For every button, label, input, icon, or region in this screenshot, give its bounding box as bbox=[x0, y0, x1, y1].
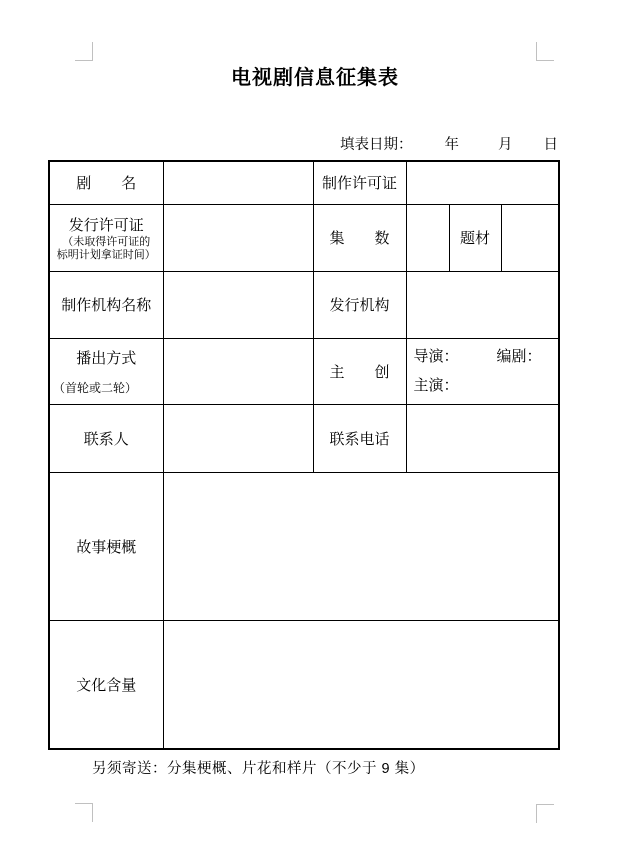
episode-count-label-cell: 集 数 bbox=[313, 204, 406, 271]
crop-mark-bottom-left-icon bbox=[75, 803, 93, 822]
contact-person-label-cell: 联系人 bbox=[49, 404, 163, 472]
cultural-content-input-cell[interactable] bbox=[163, 620, 559, 749]
crop-mark-top-left-icon bbox=[75, 42, 93, 61]
production-license-label-cell: 制作许可证 bbox=[313, 161, 406, 204]
main-creators-input-cell[interactable] bbox=[406, 338, 559, 404]
episode-count-input-cell[interactable] bbox=[406, 204, 449, 271]
lead-actor-label: 主演： bbox=[413, 377, 459, 394]
day-label: 日 bbox=[543, 137, 558, 153]
director-label: 导演： bbox=[413, 348, 459, 365]
production-company-label-cell: 制作机构名称 bbox=[49, 271, 163, 338]
broadcast-mode-label: 播出方式 bbox=[76, 350, 137, 367]
creator-row-2 bbox=[414, 371, 559, 400]
distribution-license-note-line2: 标明计划拿证时间） bbox=[56, 248, 156, 261]
main-creators-label-cell: 主 创 bbox=[313, 338, 406, 404]
broadcast-mode-input-cell[interactable] bbox=[163, 338, 313, 404]
screenwriter-label: 编剧： bbox=[496, 348, 542, 365]
crop-mark-bottom-right-icon bbox=[536, 804, 554, 823]
year-label: 年 bbox=[444, 137, 459, 153]
cultural-content-label-cell: 文化含量 bbox=[49, 620, 163, 749]
month-label: 月 bbox=[498, 137, 513, 153]
distribution-company-input-cell[interactable] bbox=[406, 271, 559, 338]
story-synopsis-label-cell: 故事梗概 bbox=[49, 472, 163, 620]
creator-row-1 bbox=[414, 342, 559, 371]
broadcast-mode-note: （首轮或二轮） bbox=[53, 381, 138, 395]
distribution-license-label-cell bbox=[49, 204, 163, 271]
story-synopsis-input-cell[interactable] bbox=[163, 472, 559, 620]
fill-date-line bbox=[340, 133, 558, 154]
broadcast-mode-label-cell bbox=[49, 338, 163, 404]
genre-input-cell[interactable] bbox=[501, 204, 559, 271]
page-title: 电视剧信息征集表 bbox=[231, 67, 399, 89]
contact-phone-input-cell[interactable] bbox=[406, 404, 559, 472]
distribution-company-label-cell: 发行机构 bbox=[313, 271, 406, 338]
fill-date-label: 填表日期： bbox=[340, 137, 413, 153]
production-company-input-cell[interactable] bbox=[163, 271, 313, 338]
genre-label-cell: 题材 bbox=[449, 204, 501, 271]
production-license-input-cell[interactable] bbox=[406, 161, 559, 204]
distribution-license-input-cell[interactable] bbox=[163, 204, 313, 271]
drama-name-label-cell: 剧 名 bbox=[49, 161, 163, 204]
contact-phone-label-cell: 联系电话 bbox=[313, 404, 406, 472]
crop-mark-top-right-icon bbox=[536, 42, 554, 61]
contact-person-input-cell[interactable] bbox=[163, 404, 313, 472]
distribution-license-label: 发行许可证 bbox=[68, 216, 144, 234]
info-form-table bbox=[48, 160, 560, 750]
drama-name-input-cell[interactable] bbox=[163, 161, 313, 204]
distribution-license-note-line1: （未取得许可证的 bbox=[62, 235, 151, 248]
footer-note: 另须寄送：分集梗概、片花和样片（不少于 9 集） bbox=[92, 761, 425, 777]
